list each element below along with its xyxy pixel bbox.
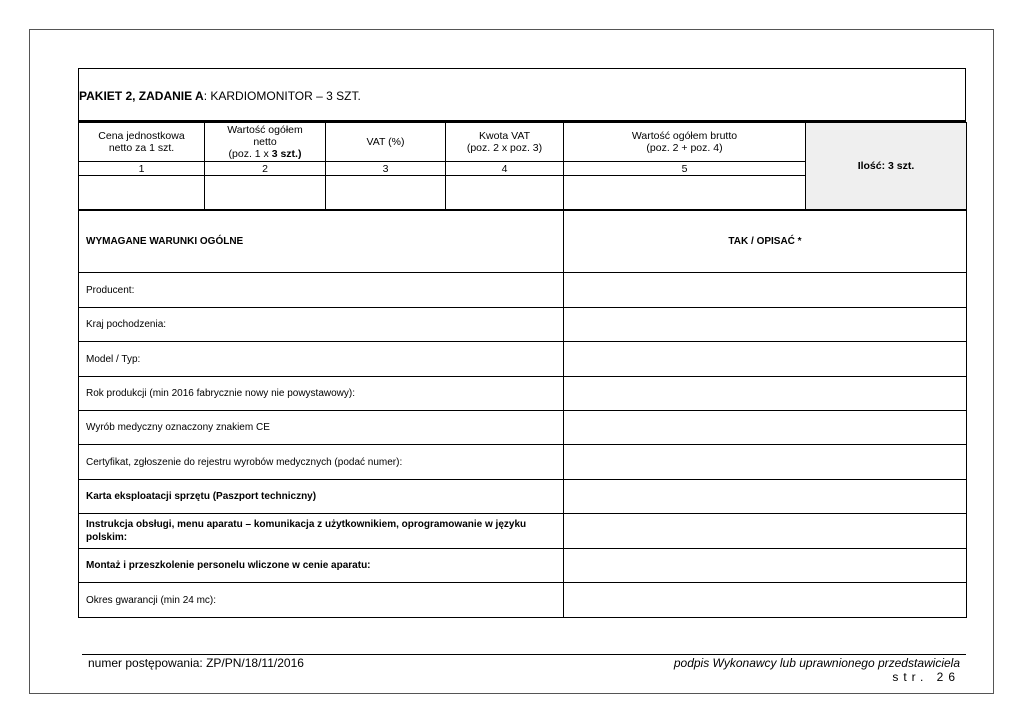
requirement-label: Producent: xyxy=(79,273,564,308)
answer-cell[interactable] xyxy=(564,308,967,342)
requirement-label: Kraj pochodzenia: xyxy=(79,308,564,342)
quantity-cell: Ilość: 3 szt. xyxy=(806,123,967,210)
answer-header: TAK / OPISAĆ * xyxy=(564,211,967,273)
requirements-header: WYMAGANE WARUNKI OGÓLNE xyxy=(79,211,564,273)
requirement-label: Okres gwarancji (min 24 mc): xyxy=(79,583,564,618)
input-unit-price[interactable] xyxy=(79,176,205,210)
answer-cell[interactable] xyxy=(564,377,967,411)
input-vat[interactable] xyxy=(326,176,446,210)
package-title xyxy=(78,68,966,122)
col-number: 4 xyxy=(446,162,564,176)
col-number: 5 xyxy=(564,162,806,176)
col-number: 2 xyxy=(205,162,326,176)
requirement-label: Wyrób medyczny oznaczony znakiem CE xyxy=(79,411,564,445)
header-unit-price: Cena jednostkowa netto za 1 szt. xyxy=(79,123,205,162)
answer-cell[interactable] xyxy=(564,411,967,445)
answer-cell[interactable] xyxy=(564,549,967,583)
price-table xyxy=(78,122,967,210)
answer-cell[interactable] xyxy=(564,273,967,308)
procedure-number: numer postępowania: ZP/PN/18/11/2016 xyxy=(88,656,304,670)
header-gross-value: Wartość ogółem brutto (poz. 2 + poz. 4) xyxy=(564,123,806,162)
requirement-label: Instrukcja obsługi, menu aparatu – komunikacja z użytkownikiem, oprogramowanie w języku polskim: xyxy=(79,514,564,549)
input-vat-amount[interactable] xyxy=(446,176,564,210)
footer-divider xyxy=(82,654,966,655)
input-gross-value[interactable] xyxy=(564,176,806,210)
answer-cell[interactable] xyxy=(564,480,967,514)
col-number: 1 xyxy=(79,162,205,176)
requirement-label: Karta eksploatacji sprzętu (Paszport techniczny) xyxy=(79,480,564,514)
header-vat: VAT (%) xyxy=(326,123,446,162)
answer-cell[interactable] xyxy=(564,342,967,377)
signature-caption: podpis Wykonawcy lub uprawnionego przedstawiciela xyxy=(673,656,960,670)
header-vat-amount: Kwota VAT (poz. 2 x poz. 3) xyxy=(446,123,564,162)
answer-cell[interactable] xyxy=(564,514,967,549)
page-number: str. 26 xyxy=(892,670,960,684)
package-block xyxy=(78,68,966,618)
requirement-label: Model / Typ: xyxy=(79,342,564,377)
requirement-label: Montaż i przeszkolenie personelu wliczone w cenie aparatu: xyxy=(79,549,564,583)
input-net-value[interactable] xyxy=(205,176,326,210)
requirement-label: Certyfikat, zgłoszenie do rejestru wyrobów medycznych (podać numer): xyxy=(79,445,564,480)
header-net-value: Wartość ogółem netto (poz. 1 x 3 szt.) xyxy=(205,123,326,162)
package-title-text: PAKIET 2, ZADANIE A: KARDIOMONITOR – 3 SZT. xyxy=(79,89,361,103)
requirements-table xyxy=(78,210,967,618)
requirement-label: Rok produkcji (min 2016 fabrycznie nowy nie powystawowy): xyxy=(79,377,564,411)
answer-cell[interactable] xyxy=(564,583,967,618)
answer-cell[interactable] xyxy=(564,445,967,480)
col-number: 3 xyxy=(326,162,446,176)
